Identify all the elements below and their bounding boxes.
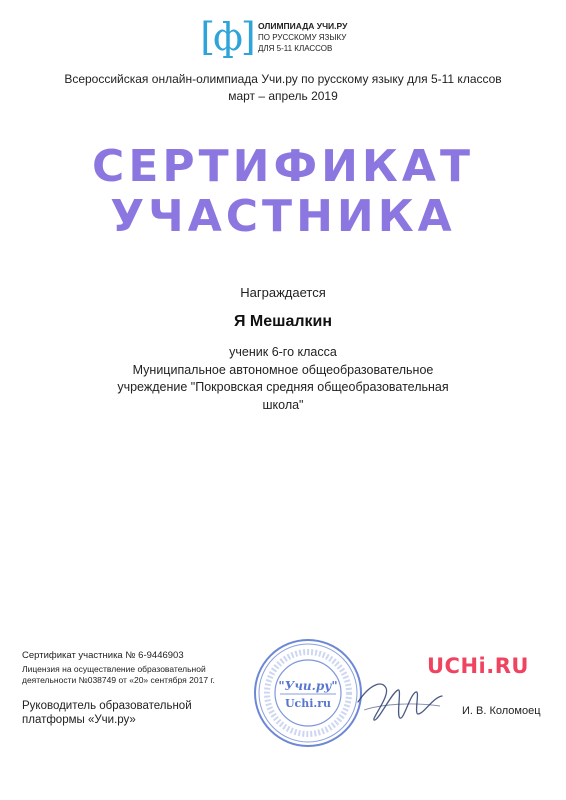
olympiad-logo	[200, 16, 347, 58]
certificate-info	[22, 650, 215, 686]
certificate-title	[0, 142, 566, 242]
event-dates: март – апрель 2019	[228, 89, 338, 103]
logo-line-2: ПО РУССКОМУ ЯЗЫКУ	[258, 32, 347, 42]
recipient-name: Я Мешалкин	[233, 313, 333, 330]
official-stamp	[252, 637, 364, 749]
uchi-ru-brand-logo: UCHi.RU	[427, 654, 529, 678]
signer-name: И. В. Коломоец	[462, 705, 541, 717]
certificate-number: Сертификат участника № 6-9446903	[22, 650, 184, 661]
olympiad-logo-text	[258, 21, 347, 54]
school-name-line-3: школа"	[262, 397, 304, 412]
logo-line-1: ОЛИМПИАДА УЧИ.РУ	[258, 20, 348, 31]
event-info	[0, 71, 566, 105]
recipient-grade: ученик 6-го класса	[229, 345, 337, 359]
school-name-line-1: Муниципальное автономное общеобразовательное	[132, 362, 434, 377]
certificate-title-line-1: СЕРТИФИКАТ	[92, 141, 474, 192]
school-name-line-2: учреждение "Покровская средняя общеобразовательная	[117, 380, 449, 394]
signer-role	[22, 699, 192, 727]
stamp-text-top: "Учи.ру"	[278, 679, 338, 693]
certificate-title-line-2: УЧАСТНИКА	[110, 191, 456, 242]
olympiad-logo-mark: [ф]	[200, 15, 254, 59]
license-line-1: Лицензия на осуществление образовательной	[22, 664, 206, 674]
recipient-details	[100, 344, 466, 414]
stamp-text-bottom: Uchi.ru	[284, 697, 332, 710]
logo-line-3: ДЛЯ 5-11 КЛАССОВ	[258, 43, 333, 53]
event-name: Всероссийская онлайн-олимпиада Учи.ру по русскому языку для 5-11 классов	[64, 72, 502, 86]
awarded-label: Награждается	[240, 285, 326, 300]
license-line-2: деятельности №038749 от «20» сентября 2017 г.	[22, 675, 215, 685]
signer-role-line-2: платформы «Учи.ру»	[22, 714, 136, 726]
signer-role-line-1: Руководитель образовательной	[22, 700, 192, 712]
